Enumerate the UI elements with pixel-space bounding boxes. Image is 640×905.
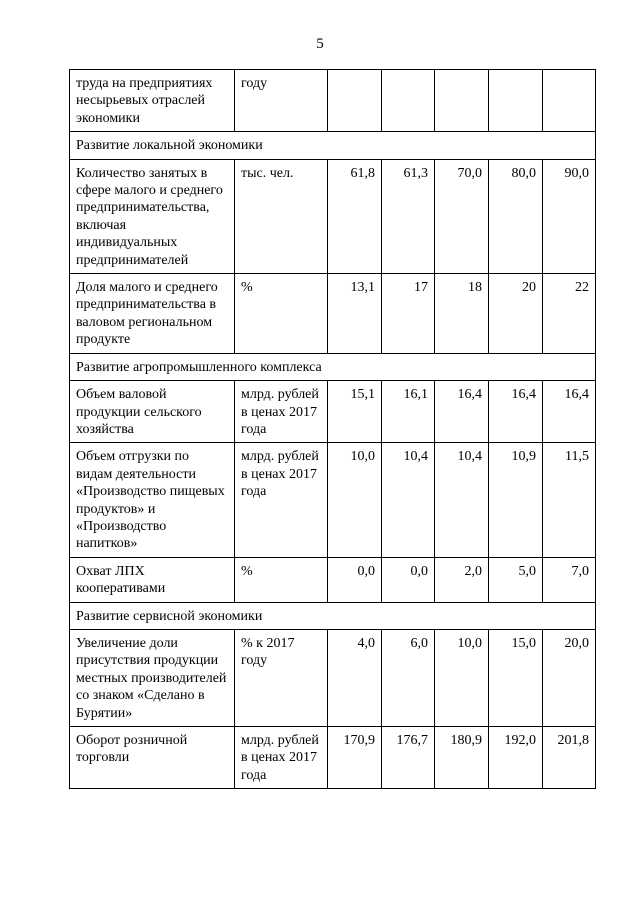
section-title: Развитие локальной экономики	[70, 132, 596, 159]
value-cell: 16,1	[382, 381, 435, 443]
indicator-name-cell: труда на предприятиях несырьевых отраслей экономики	[70, 70, 235, 132]
table-row	[70, 159, 596, 273]
unit-cell: млрд. рублей в ценах 2017 года	[235, 381, 328, 443]
value-cell	[543, 70, 596, 132]
value-cell	[382, 70, 435, 132]
unit-cell: тыс. чел.	[235, 159, 328, 273]
page-number: 5	[316, 36, 324, 52]
table-row	[70, 70, 596, 132]
section-header-row	[70, 353, 596, 380]
value-cell: 17	[382, 274, 435, 354]
unit-cell: % к 2017 году	[235, 629, 328, 726]
value-cell: 16,4	[489, 381, 543, 443]
indicator-name-cell: Объем валовой продукции сельского хозяйства	[70, 381, 235, 443]
value-cell: 90,0	[543, 159, 596, 273]
value-cell: 20	[489, 274, 543, 354]
value-cell: 80,0	[489, 159, 543, 273]
value-cell: 20,0	[543, 629, 596, 726]
unit-cell: году	[235, 70, 328, 132]
value-cell: 22	[543, 274, 596, 354]
table-row	[70, 557, 596, 602]
value-cell: 170,9	[328, 727, 382, 789]
section-header-row	[70, 132, 596, 159]
table-row	[70, 443, 596, 557]
value-cell: 61,8	[328, 159, 382, 273]
value-cell: 5,0	[489, 557, 543, 602]
value-cell: 61,3	[382, 159, 435, 273]
value-cell: 11,5	[543, 443, 596, 557]
indicators-table	[69, 69, 596, 789]
table-row	[70, 381, 596, 443]
value-cell: 16,4	[543, 381, 596, 443]
indicator-name-cell: Увеличение доли присутствия продукции местных производителей со знаком «Сделано в Бурятии»	[70, 629, 235, 726]
value-cell: 10,0	[328, 443, 382, 557]
value-cell	[328, 70, 382, 132]
table-row	[70, 274, 596, 354]
indicator-name-cell: Количество занятых в сфере малого и среднего предпринимательства, включая индивидуальных предпринимателей	[70, 159, 235, 273]
value-cell: 10,0	[435, 629, 489, 726]
value-cell: 4,0	[328, 629, 382, 726]
value-cell: 10,4	[382, 443, 435, 557]
section-header-row	[70, 602, 596, 629]
value-cell: 70,0	[435, 159, 489, 273]
unit-cell: млрд. рублей в ценах 2017 года	[235, 727, 328, 789]
value-cell: 192,0	[489, 727, 543, 789]
value-cell: 15,0	[489, 629, 543, 726]
value-cell	[435, 70, 489, 132]
table-row	[70, 629, 596, 726]
section-title: Развитие агропромышленного комплекса	[70, 353, 596, 380]
table-row	[70, 727, 596, 789]
unit-cell: %	[235, 557, 328, 602]
value-cell: 6,0	[382, 629, 435, 726]
indicator-name-cell: Охват ЛПХ кооперативами	[70, 557, 235, 602]
value-cell: 7,0	[543, 557, 596, 602]
value-cell: 180,9	[435, 727, 489, 789]
value-cell: 201,8	[543, 727, 596, 789]
indicator-name-cell: Объем отгрузки по видам деятельности «Производство пищевых продуктов» и «Производство напитков»	[70, 443, 235, 557]
indicator-name-cell: Оборот розничной торговли	[70, 727, 235, 789]
value-cell: 10,9	[489, 443, 543, 557]
value-cell	[489, 70, 543, 132]
value-cell: 18	[435, 274, 489, 354]
section-title: Развитие сервисной экономики	[70, 602, 596, 629]
table-body	[70, 70, 596, 789]
value-cell: 2,0	[435, 557, 489, 602]
value-cell: 10,4	[435, 443, 489, 557]
value-cell: 16,4	[435, 381, 489, 443]
value-cell: 13,1	[328, 274, 382, 354]
unit-cell: %	[235, 274, 328, 354]
indicator-name-cell: Доля малого и среднего предпринимательства в валовом региональном продукте	[70, 274, 235, 354]
value-cell: 176,7	[382, 727, 435, 789]
value-cell: 15,1	[328, 381, 382, 443]
value-cell: 0,0	[328, 557, 382, 602]
unit-cell: млрд. рублей в ценах 2017 года	[235, 443, 328, 557]
value-cell: 0,0	[382, 557, 435, 602]
